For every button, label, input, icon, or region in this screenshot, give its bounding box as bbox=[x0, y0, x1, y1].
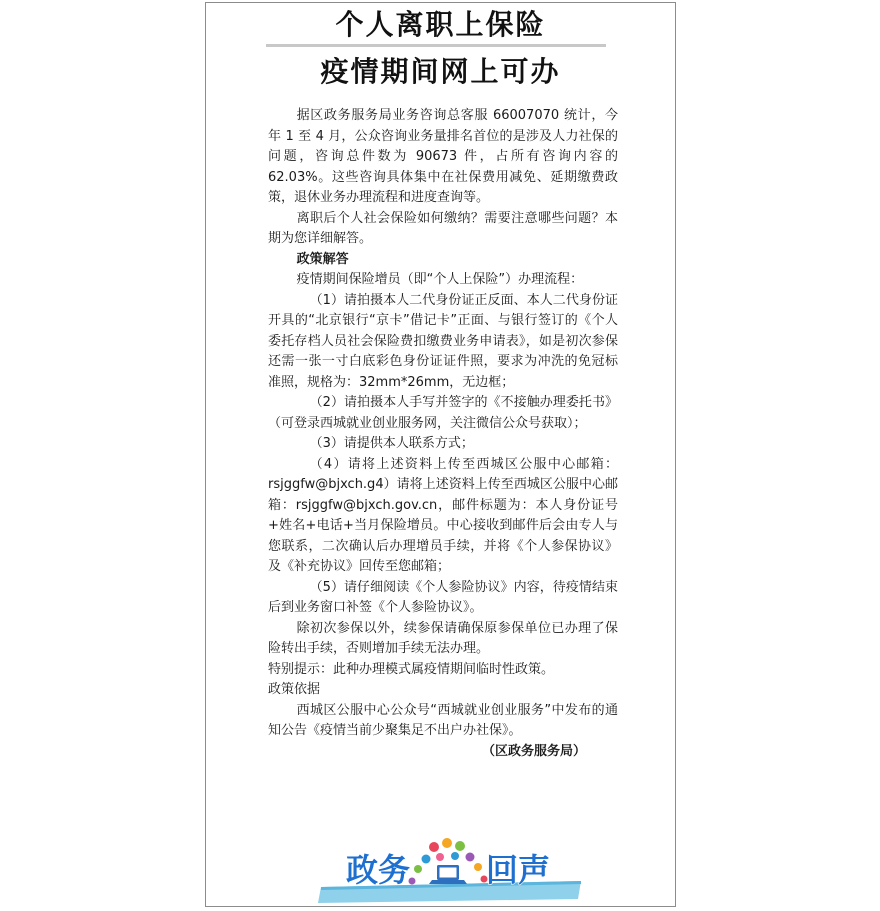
article-body bbox=[268, 106, 618, 762]
step-1: （1）请拍摄本人二代身份证正反面、本人二代身份证开具的“北京银行“京卡”借记卡”正面、与银行签订的《个人委托存档人员社会保险费扣缴费业务申请表》，如是初次参保还需一张一寸白底彩色身份证证件照，要求为冲洗的免冠标准照，规格为：32mm*26mm，无边框； bbox=[268, 292, 618, 390]
logo-text-right: 回声 bbox=[486, 851, 551, 889]
step-5: （5）请仔细阅读《个人参险协议》内容，待疫情结束后到业务窗口补签《个人参险协议》。 bbox=[268, 579, 618, 615]
section-heading-policy-answer: 政策解答 bbox=[296, 251, 349, 267]
headline-line2: 疫情期间网上可办 bbox=[320, 55, 561, 88]
paragraph-continuation-note: 除初次参保以外，续参保请确保原参保单位已办理了保险转出手续，否则增加手续无法办理。 bbox=[268, 620, 618, 656]
article-frame bbox=[205, 2, 676, 907]
headline-line1: 个人离职上保险 bbox=[335, 8, 546, 41]
step-2: （2）请拍摄本人手写并签字的《不接触办理委托书》（可登录西城就业创业服务网，关注微信公众号获取）； bbox=[268, 395, 618, 431]
step-3: （3）请提供本人联系方式； bbox=[309, 436, 474, 451]
laptop-icon bbox=[429, 865, 467, 884]
headline-divider bbox=[266, 44, 606, 47]
section-heading-policy-basis: 政策依据 bbox=[268, 682, 321, 697]
paragraph-process-intro: 疫情期间保险增员（即“个人上保险”）办理流程： bbox=[296, 272, 584, 287]
paragraph-question: 离职后个人社会保险如何缴纳？需要注意哪些问题？本期为您详细解答。 bbox=[268, 210, 618, 246]
column-logo bbox=[316, 835, 586, 905]
special-notice: 特别提示：此种办理模式属疫情期间临时性政策。 bbox=[268, 661, 555, 677]
byline: （区政务服务局） bbox=[481, 743, 586, 759]
paragraph-intro: 据区政务服务局业务咨询总客服 66007070 统计，今年 1 至 4 月，公众咨询业务量排名首位的是涉及人力社保的问题，咨询总件数为 90673 件，占所有咨询内容的 62.03%。这些咨询具体集中在社保费用减免、延期缴费政策，退休业务办理流程和进度查询等。 bbox=[268, 108, 618, 205]
paragraph-policy-basis: 西城区公服中心公众号“西城就业创业服务”中发布的通知公告《疫情当前少聚集足不出户办社保》。 bbox=[268, 702, 618, 738]
logo-text-left: 政务 bbox=[346, 851, 411, 889]
step-4: （4）请将上述资料上传至西城区公服中心邮箱：rsjggfw@bjxch.g4）请将上述资料上传至西城区公服中心邮箱：rsjggfw@bjxch.gov.cn，邮件标题为：本人身份证号+姓名+电话+当月保险增员。中心接收到邮件后会由专人与您联系，二次确认后办理增员手续，并将《个人参保协议》及《补充协议》回传至您邮箱； bbox=[268, 456, 618, 574]
